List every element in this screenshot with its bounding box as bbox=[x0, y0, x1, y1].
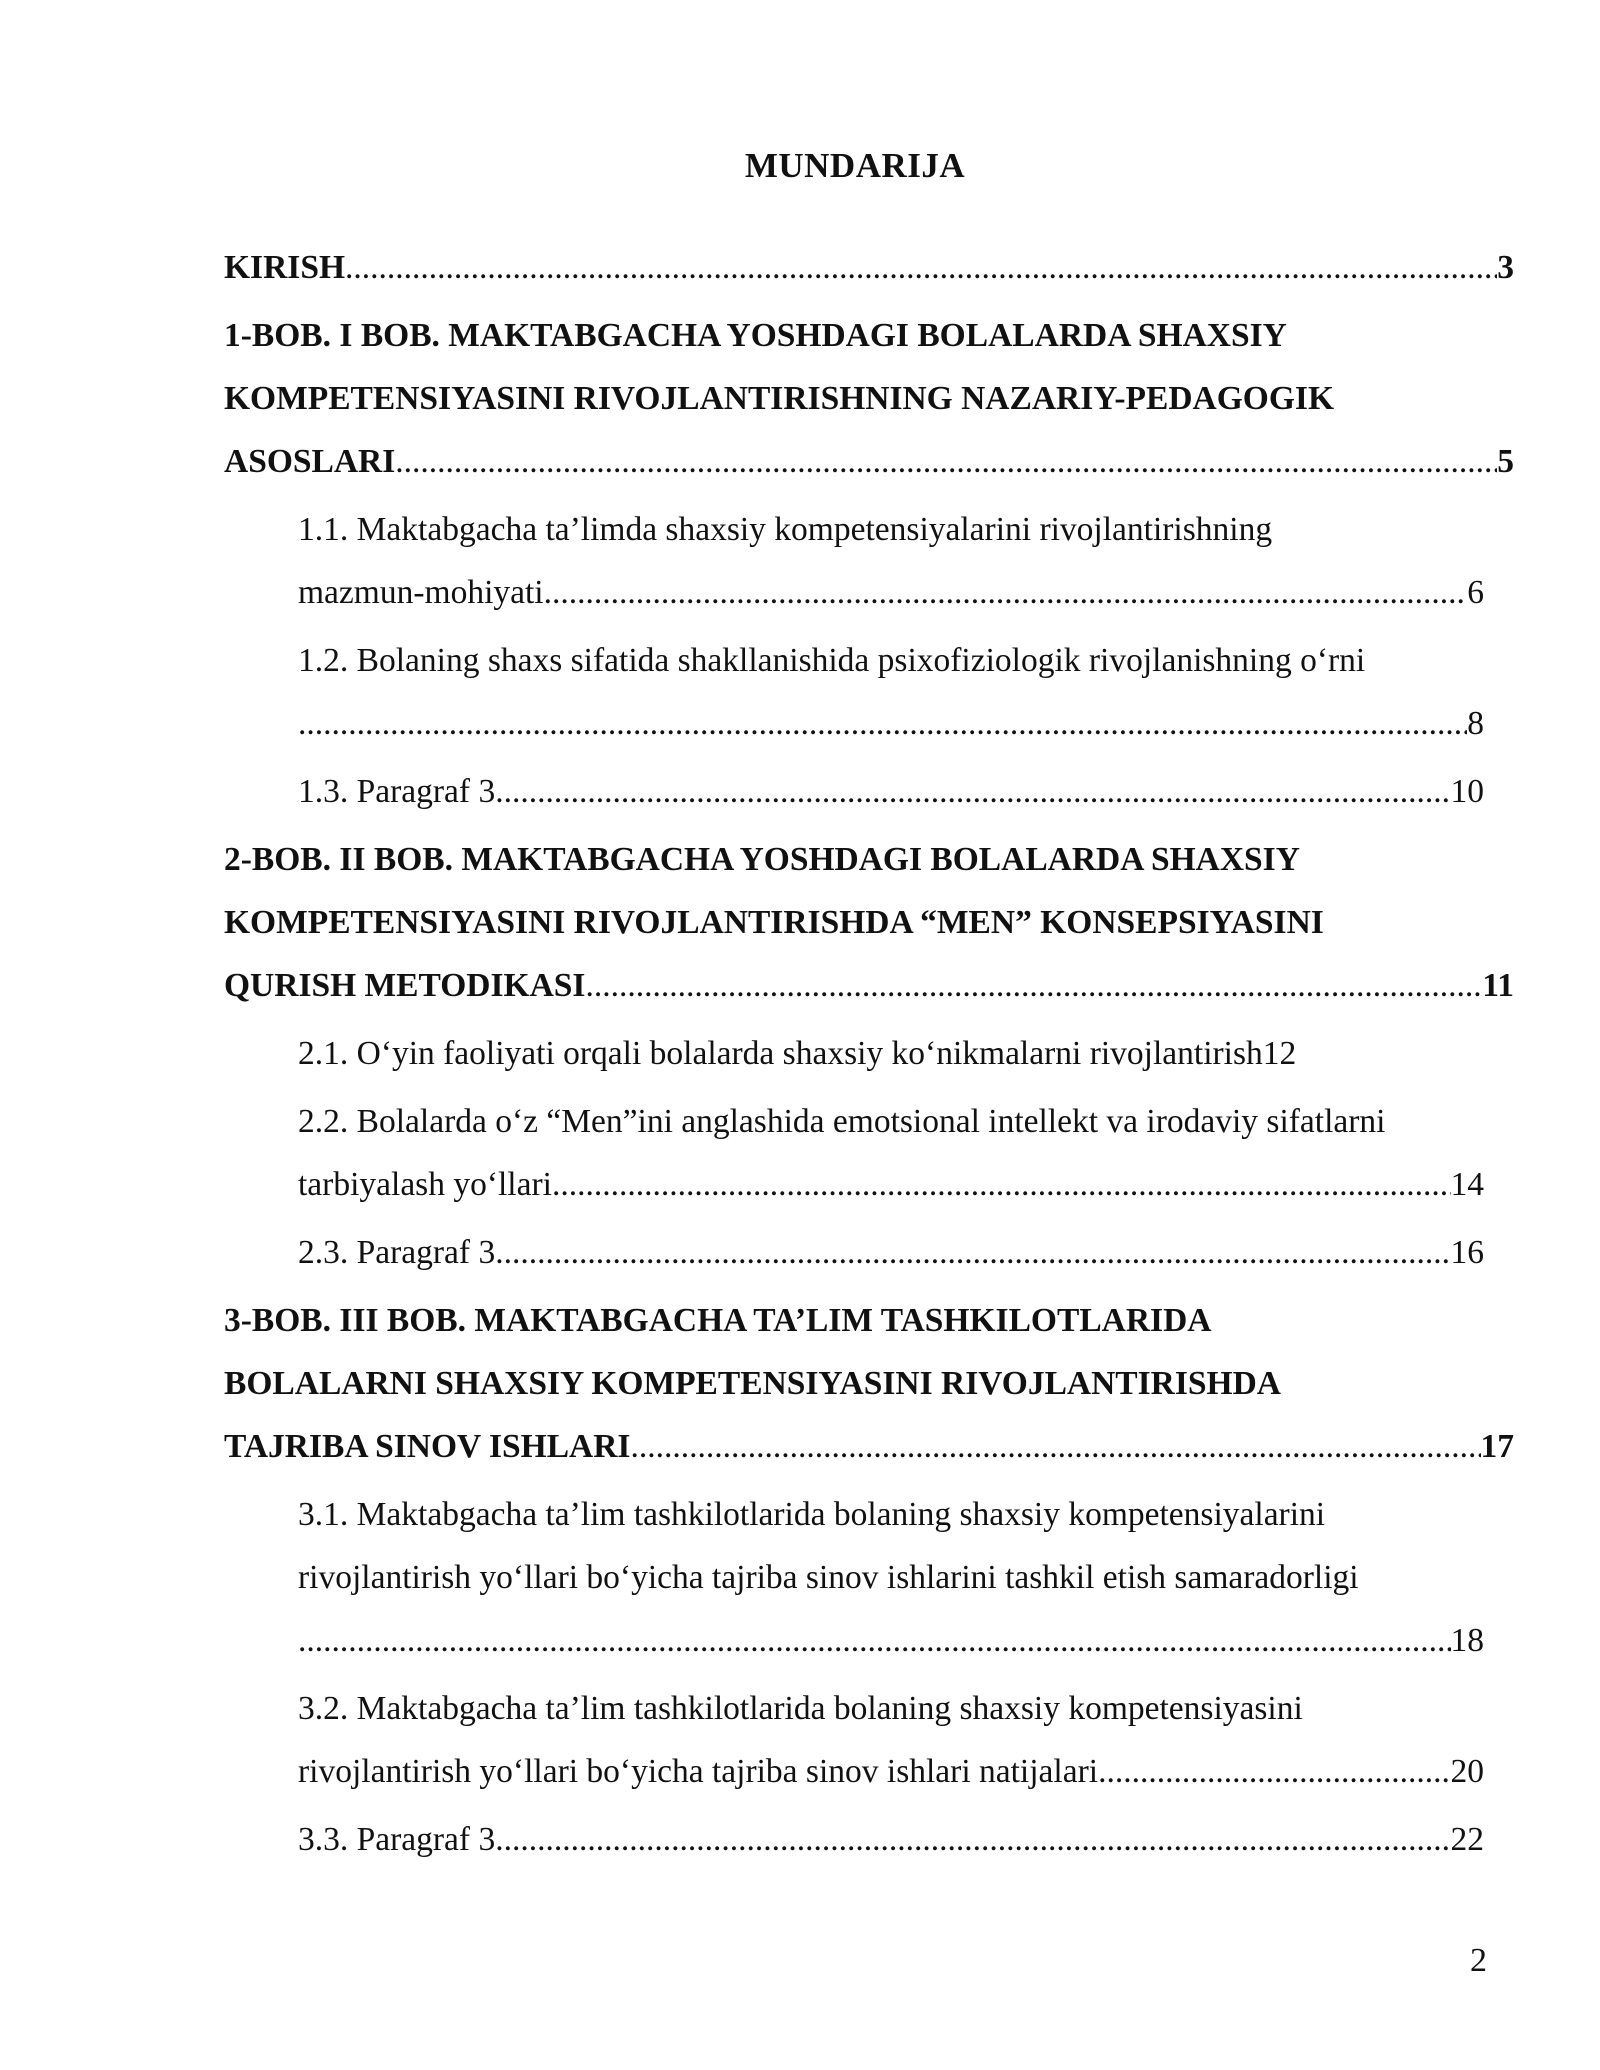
toc-entry-page-number: 10 bbox=[1450, 773, 1484, 810]
toc-entry-title: 3.3. Paragraf 3 bbox=[298, 1821, 496, 1858]
toc-entry-page-number: 14 bbox=[1450, 1166, 1484, 1203]
toc-entry-title: KIRISH bbox=[224, 249, 346, 286]
toc-entry-chapter[interactable] bbox=[224, 1289, 1514, 1478]
toc-entry-leader-line bbox=[298, 692, 1484, 755]
toc-entry-leader-line bbox=[224, 236, 1514, 299]
toc-entry-leader-line bbox=[224, 954, 1514, 1017]
toc-entry-title: TAJRIBA SINOV ISHLARI bbox=[224, 1428, 631, 1465]
page-title: MUNDARIJA bbox=[744, 146, 966, 185]
toc-entry-title: 2.1. O‘yin faoliyati orqali bolalarda shaxsiy ko‘nikmalarni rivojlantirish bbox=[298, 1035, 1263, 1072]
toc-entry-leader-line bbox=[298, 1221, 1484, 1284]
toc-entry-section[interactable] bbox=[298, 629, 1484, 755]
toc-entry-section[interactable] bbox=[298, 1022, 1484, 1085]
toc-entry-chapter[interactable] bbox=[224, 828, 1514, 1017]
toc-entry-leader-line bbox=[224, 1415, 1514, 1478]
toc-entry-page-number: 22 bbox=[1450, 1821, 1484, 1858]
toc-entry-text-line: BOLALARNI SHAXSIY KOMPETENSIYASINI RIVOJLANTIRISHDA bbox=[224, 1365, 1281, 1402]
toc-entry-title: mazmun-mohiyati bbox=[298, 574, 544, 611]
toc-entry-section[interactable] bbox=[298, 1677, 1484, 1803]
toc-entry-title: 1.3. Paragraf 3 bbox=[298, 773, 496, 810]
toc-entry-text-line: 1-BOB. I BOB. MAKTABGACHA YOSHDAGI BOLALARDA SHAXSIY bbox=[224, 317, 1287, 354]
dot-leader bbox=[1098, 1740, 1450, 1803]
toc-entry-page-number: 6 bbox=[1467, 574, 1484, 611]
toc-entry-page-number: 12 bbox=[1262, 1035, 1297, 1072]
toc-entry-text-line: 3-BOB. III BOB. MAKTABGACHA TA’LIM TASHKILOTLARIDA bbox=[224, 1302, 1212, 1339]
toc-entry-page-number: 18 bbox=[1450, 1622, 1484, 1659]
toc-entry-title: tarbiyalash yo‘llari bbox=[298, 1166, 552, 1203]
toc-entry-page-number: 20 bbox=[1450, 1753, 1484, 1790]
toc-entry-leader-line bbox=[298, 561, 1484, 624]
toc-entry-page-number: 16 bbox=[1450, 1234, 1484, 1271]
dot-leader bbox=[585, 954, 1482, 1017]
toc-entry-leader-line bbox=[298, 1808, 1484, 1871]
toc-entry-title: ASOSLARI bbox=[224, 443, 396, 480]
toc-entry-leader-line bbox=[298, 760, 1484, 823]
dot-leader bbox=[495, 760, 1450, 823]
toc-entry-text-line: 1.1. Maktabgacha ta’limda shaxsiy kompetensiyalarini rivojlantirishning bbox=[298, 511, 1273, 548]
toc-entry-leader-line bbox=[224, 430, 1514, 493]
toc-entry-text-line: 3.2. Maktabgacha ta’lim tashkilotlarida bolaning shaxsiy kompetensiyasini bbox=[298, 1690, 1303, 1727]
dot-leader bbox=[345, 236, 1497, 299]
dot-leader bbox=[495, 1808, 1450, 1871]
dot-leader bbox=[298, 692, 1467, 755]
toc-entry-section[interactable] bbox=[298, 760, 1484, 823]
toc-entry-page-number: 8 bbox=[1467, 705, 1484, 742]
toc-entry-page-number: 3 bbox=[1497, 249, 1514, 286]
toc-entry-page-number: 17 bbox=[1480, 1428, 1514, 1465]
dot-leader bbox=[552, 1153, 1451, 1216]
toc-entry-title: QURISH METODIKASI bbox=[224, 967, 586, 1004]
toc-entry-chapter[interactable] bbox=[224, 304, 1514, 493]
toc-entry-section[interactable] bbox=[298, 498, 1484, 624]
toc-entry-section[interactable] bbox=[298, 1221, 1484, 1284]
toc-entry-page-number: 5 bbox=[1497, 443, 1514, 480]
dot-leader bbox=[395, 430, 1497, 493]
toc-entry-section[interactable] bbox=[298, 1808, 1484, 1871]
dot-leader bbox=[544, 561, 1468, 624]
toc-entry-leader-line bbox=[298, 1153, 1484, 1216]
dot-leader bbox=[298, 1609, 1451, 1672]
toc-entry-text-line: 3.1. Maktabgacha ta’lim tashkilotlarida bolaning shaxsiy kompetensiyalarini bbox=[298, 1496, 1326, 1533]
dot-leader bbox=[495, 1221, 1450, 1284]
toc-entry-text-line: KOMPETENSIYASINI RIVOJLANTIRISHDA “MEN” KONSEPSIYASINI bbox=[224, 904, 1324, 941]
toc-entry-text-line: KOMPETENSIYASINI RIVOJLANTIRISHNING NAZARIY-PEDAGOGIK bbox=[224, 380, 1334, 417]
table-of-contents bbox=[224, 236, 1514, 1876]
toc-entry-chapter[interactable] bbox=[224, 236, 1514, 299]
page-number: 2 bbox=[1470, 1942, 1487, 1979]
toc-entry-text-line: 2.2. Bolalarda o‘z “Men”ini anglashida emotsional intellekt va irodaviy sifatlarni bbox=[298, 1103, 1386, 1140]
toc-entry-leader-line bbox=[298, 1740, 1484, 1803]
toc-entry-title: rivojlantirish yo‘llari bo‘yicha tajriba sinov ishlari natijalari bbox=[298, 1753, 1099, 1790]
toc-entry-text-line: rivojlantirish yo‘llari bo‘yicha tajriba sinov ishlarini tashkil etish samaradorligi bbox=[298, 1559, 1359, 1596]
toc-entry-leader-line bbox=[298, 1609, 1484, 1672]
toc-entry-text-line: 2-BOB. II BOB. MAKTABGACHA YOSHDAGI BOLALARDA SHAXSIY bbox=[224, 841, 1300, 878]
toc-entry-title: 2.3. Paragraf 3 bbox=[298, 1234, 496, 1271]
toc-entry-section[interactable] bbox=[298, 1090, 1484, 1216]
toc-entry-page-number: 11 bbox=[1482, 967, 1514, 1004]
dot-leader bbox=[630, 1415, 1480, 1478]
toc-entry-leader-line bbox=[298, 1022, 1484, 1085]
toc-entry-text-line: 1.2. Bolaning shaxs sifatida shakllanishida psixofiziologik rivojlanishning o‘rni bbox=[298, 642, 1366, 679]
toc-entry-section[interactable] bbox=[298, 1483, 1484, 1672]
